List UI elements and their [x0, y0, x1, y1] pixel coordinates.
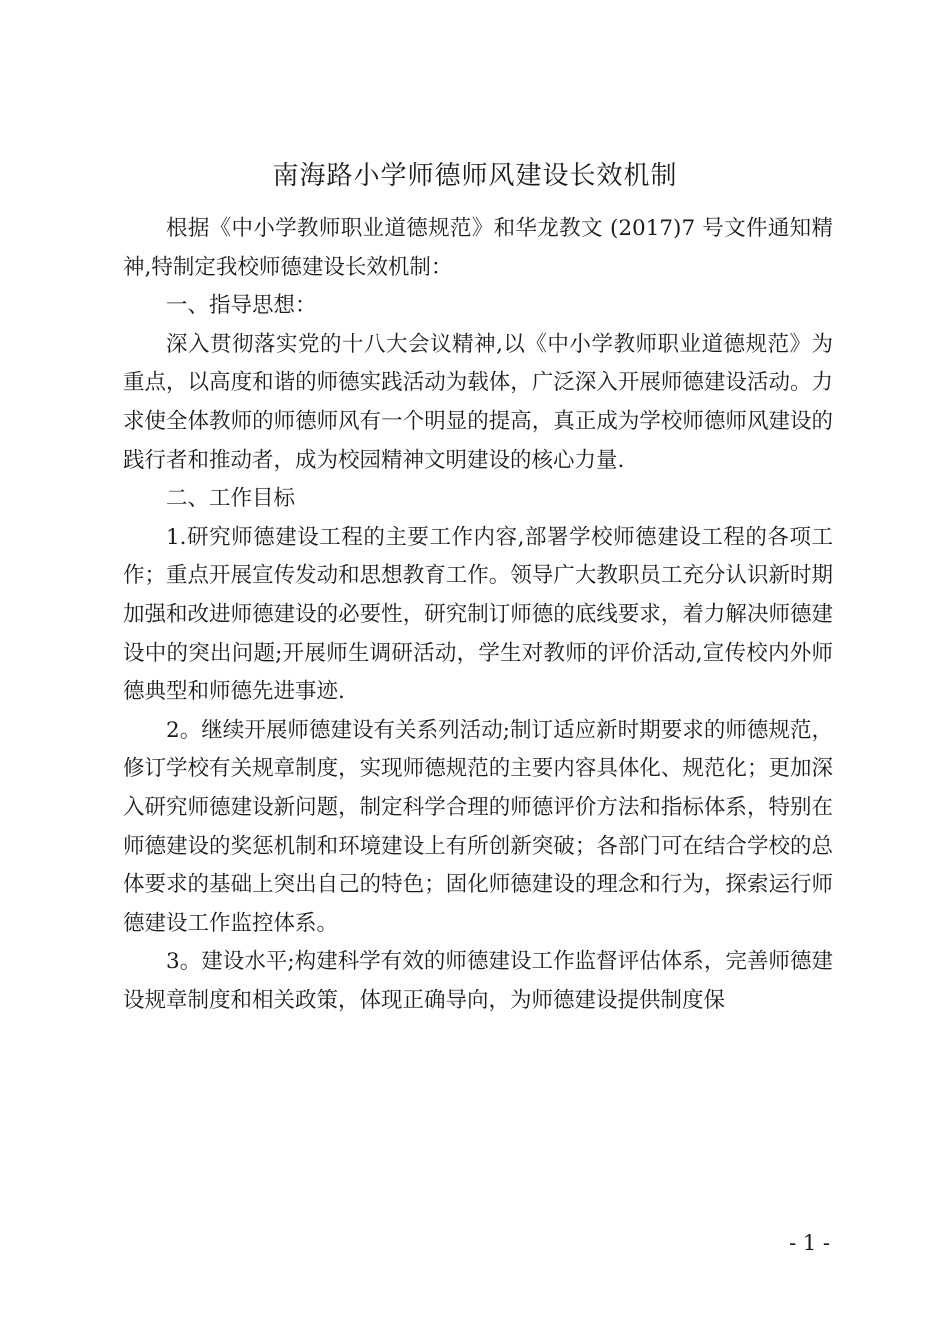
page-number: - 1 - [789, 1231, 830, 1255]
guiding-thought-paragraph: 深入贯彻落实党的十八大会议精神,以《中小学教师职业道德规范》为重点，以高度和谐的师德实践活动为载体，广泛深入开展师德建设活动。力求使全体教师的师德师风有一个明显的提高，真正成为学校师德师风建设的践行者和推动者，成为校园精神文明建设的核心力量. [123, 331, 833, 473]
section-heading-guiding-thought: 一、指导思想： [166, 293, 317, 319]
goal-item-2: 2。继续开展师德建设有关系列活动;制订适应新时期要求的师德规范，修订学校有关规章制度，实现师德规范的主要内容具体化、规范化；更加深入研究师德建设新问题，制定科学合理的师德评价方法和指标体系，特别在师德建设的奖惩机制和环境建设上有所创新突破；各部门可在结合学校的总体要求的基础上突出自己的特色；固化师德建设的理念和行为，探索运行师德建设工作监控体系。 [123, 717, 833, 936]
section-heading-work-goals: 二、工作目标 [166, 486, 296, 512]
goal-item-3: 3。建设水平;构建科学有效的师德建设工作监督评估体系，完善师德建设规章制度和相关政策，体现正确导向，为师德建设提供制度保 [123, 949, 833, 1013]
document-title: 南海路小学师德师风建设长效机制 [272, 161, 678, 191]
document-body [123, 210, 833, 1020]
goal-item-1: 1.研究师德建设工程的主要工作内容,部署学校师德建设工程的各项工作；重点开展宣传发动和思想教育工作。领导广大教职员工充分认识新时期加强和改进师德建设的必要性，研究制订师德的底线要求，着力解决师德建设中的突出问题;开展师生调研活动，学生对教师的评价活动,宣传校内外师德典型和师德先进事迹. [123, 524, 833, 705]
intro-paragraph: 根据《中小学教师职业道德规范》和华龙教文 (2017)7 号文件通知精神,特制定我校师德建设长效机制： [123, 216, 833, 280]
